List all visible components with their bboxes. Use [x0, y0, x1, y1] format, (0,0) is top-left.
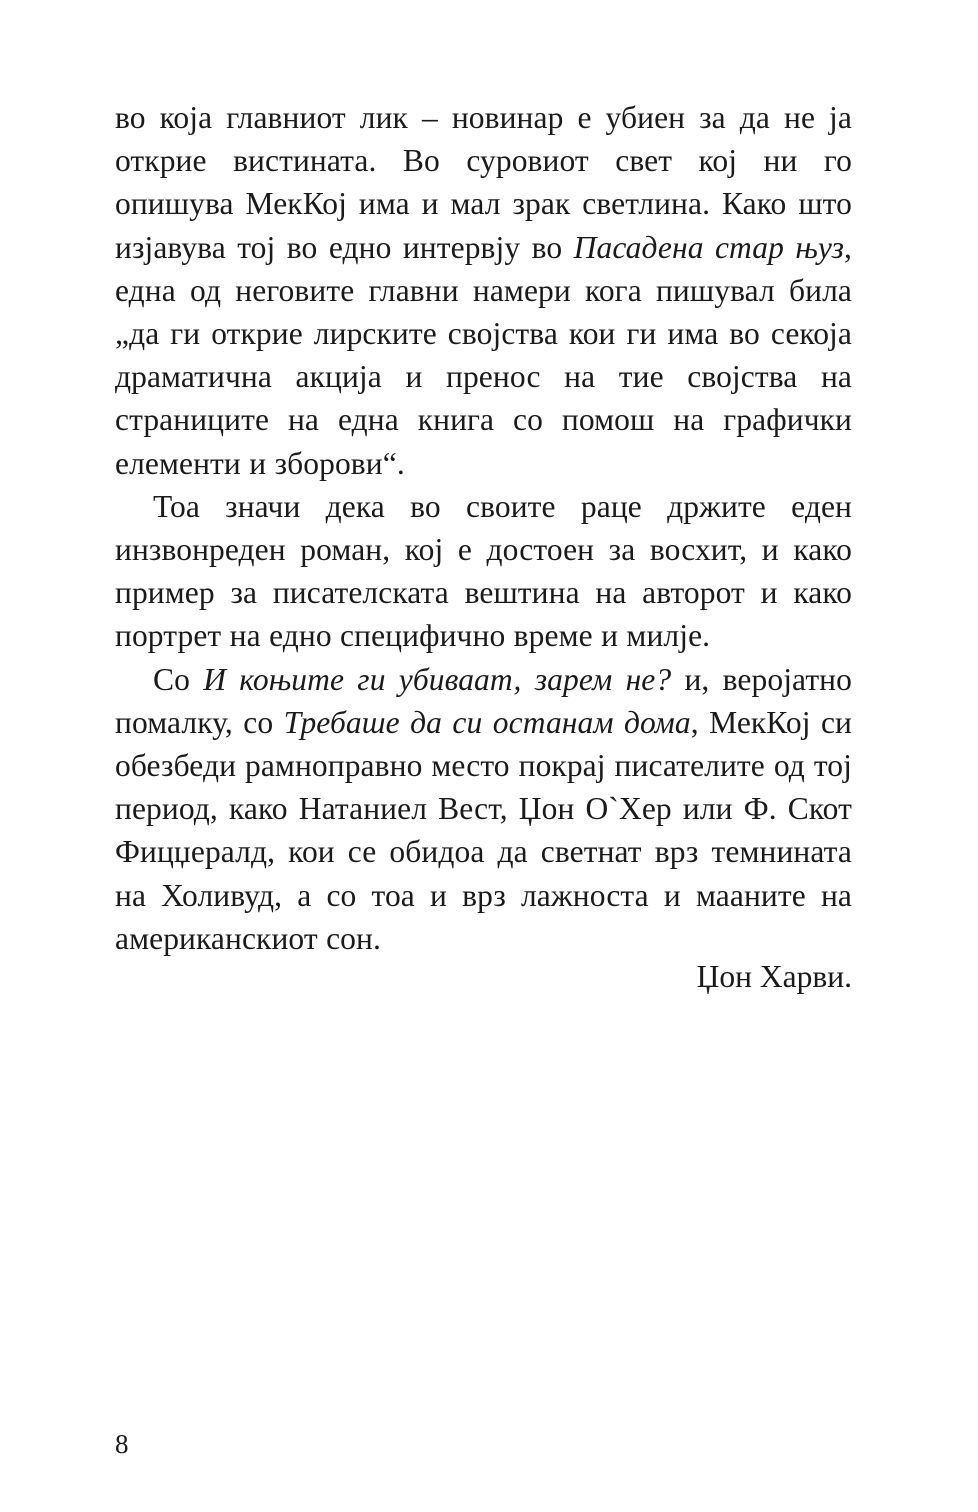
paragraph-continuation: [115, 96, 852, 485]
text-run: , МекКој си обезбеди рамноправно место покрај писателите од тој период, како Натаниел Вест, Џон О`Хер или Ф. Скот Фицџералд, кои се обидоа да светнат врз темнината на Холивуд, а со тоа и врз лажноста и мааните на американскиот сон.: [115, 704, 853, 956]
text-run: , една од неговите главни намери кога пишувал била „да ги открие лирските својства кои ги има во секоја драматична акција и пренос на тие својства на страниците на една книга со помош на графички елементи и зборови“.: [115, 229, 852, 481]
author-signature: Џон Харви.: [696, 959, 852, 994]
italic-title: Требаше да си останам дома: [283, 704, 691, 740]
page-number: 8: [115, 1429, 129, 1459]
paragraph-two: [115, 485, 852, 658]
text-run: и, веројатно помалку, со: [115, 661, 852, 740]
italic-title: И коњите ги убиваат, зарем не?: [203, 661, 672, 697]
body-text-block: [115, 96, 852, 960]
text-run: Со: [153, 661, 204, 697]
text-run: во која главниот лик – новинар е убиен за да не ја открие вистината. Во суровиот свет кој ни го опишува МекКој има и мал зрак светлина. Како што изјавува тој во едно интервју во: [115, 100, 852, 265]
text-run: Тоа значи дека во своите раце држите еден инзвонреден роман, кој е достоен за восхит, и како пример за писателската вештина на авторот и како портрет на едно специфично време и милје.: [115, 488, 852, 654]
italic-title: Пасадена стар њуз: [573, 229, 844, 265]
paragraph-three: [115, 658, 852, 960]
